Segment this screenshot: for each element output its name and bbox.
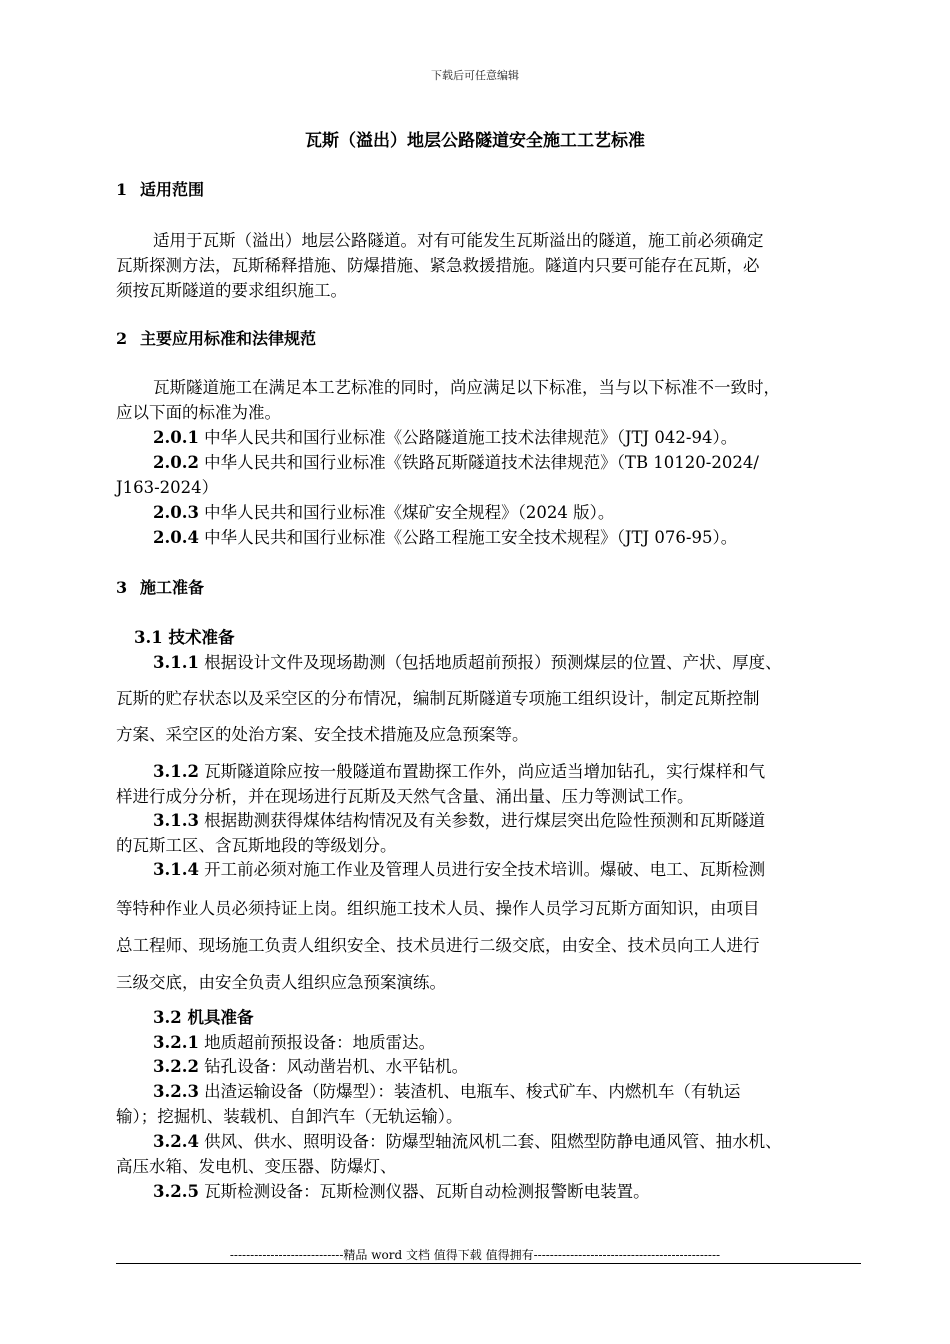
item-text: 供风、供水、照明设备：防爆型轴流风机二套、阻燃型防静电通风管、抽水机、	[198, 1132, 782, 1151]
item-text: 根据勘测获得煤体结构情况及有关参数，进行煤层突出危险性预测和瓦斯隧道	[198, 811, 766, 830]
item-number: 3.1.3	[153, 811, 199, 830]
clause-line	[153, 649, 782, 673]
item-number: 2.0.2	[153, 453, 199, 472]
standard-item	[153, 449, 759, 473]
equipment-item	[153, 1178, 650, 1202]
section-title: 主要应用标准和法律规范	[140, 329, 317, 348]
clause-line: 等特种作业人员必须持证上岗。组织施工技术人员、操作人员学习瓦斯方面知识，由项目	[116, 899, 760, 918]
clause-line	[153, 758, 765, 782]
section-number: 1	[116, 180, 128, 199]
item-text: 根据设计文件及现场勘测（包括地质超前预报）预测煤层的位置、产状、厚度、	[198, 653, 782, 672]
document-title: 瓦斯（溢出）地层公路隧道安全施工工艺标准	[305, 131, 645, 151]
section-number: 2	[116, 329, 128, 348]
standard-item-continuation: J163-2024）	[116, 478, 219, 497]
clause-line: 方案、采空区的处治方案、安全技术措施及应急预案等。	[116, 725, 529, 744]
item-number: 3.2.5	[153, 1182, 199, 1201]
standard-item	[153, 424, 737, 448]
paragraph-line: 须按瓦斯隧道的要求组织施工。	[116, 281, 347, 300]
clause-line: 的瓦斯工区、含瓦斯地段的等级划分。	[116, 836, 397, 855]
subsection-heading: 3.1 技术准备	[134, 628, 235, 647]
item-text: 钻孔设备：风动凿岩机、水平钻机。	[198, 1057, 469, 1076]
item-text: 中华人民共和国行业标准《公路隧道施工技术法律规范》（JTJ 042-94）。	[198, 428, 738, 447]
section-title: 适用范围	[140, 180, 205, 199]
clause-line: 总工程师、现场施工负责人组织安全、技术员进行二级交底，由安全、技术员向工人进行	[116, 936, 760, 955]
item-text: 开工前必须对施工作业及管理人员进行安全技术培训。爆破、电工、瓦斯检测	[198, 860, 766, 879]
header-note: 下载后可任意编辑	[431, 69, 519, 82]
item-text: 地质超前预报设备：地质雷达。	[198, 1033, 436, 1052]
equipment-item-continuation: 输）；挖掘机、装载机、自卸汽车（无轨运输）。	[116, 1107, 463, 1126]
item-text: 中华人民共和国行业标准《煤矿安全规程》（2024 版）。	[198, 503, 615, 522]
section-3-heading	[116, 575, 204, 598]
item-number: 3.2.2	[153, 1057, 199, 1076]
item-number: 3.2.3	[153, 1082, 199, 1101]
item-number: 2.0.3	[153, 503, 199, 522]
section-2-heading	[116, 326, 316, 349]
section-1-heading	[116, 177, 204, 200]
paragraph-line: 瓦斯隧道施工在满足本工艺标准的同时，尚应满足以下标准，当与以下标准不一致时，	[153, 378, 780, 397]
subsection-heading: 3.2 机具准备	[153, 1008, 254, 1027]
item-text: 中华人民共和国行业标准《铁路瓦斯隧道技术法律规范》（TB 10120-2024/	[198, 453, 759, 472]
standard-item	[153, 499, 614, 523]
clause-line	[153, 807, 765, 831]
footer-text: ----------------------------精品 word 文档 值得下载 值得拥有----------------------------------------------	[229, 1248, 721, 1262]
item-text: 出渣运输设备（防爆型）：装渣机、电瓶车、梭式矿车、内燃机车（有轨运	[198, 1082, 741, 1101]
clause-line: 瓦斯的贮存状态以及采空区的分布情况，编制瓦斯隧道专项施工组织设计，制定瓦斯控制	[116, 689, 760, 708]
item-text: 瓦斯检测设备：瓦斯检测仪器、瓦斯自动检测报警断电装置。	[198, 1182, 650, 1201]
item-number: 3.2.1	[153, 1033, 199, 1052]
item-text: 中华人民共和国行业标准《公路工程施工安全技术规程》（JTJ 076-95）。	[198, 528, 738, 547]
equipment-item	[153, 1053, 468, 1077]
equipment-item	[153, 1128, 782, 1152]
equipment-item	[153, 1029, 435, 1053]
item-number: 3.1.2	[153, 762, 199, 781]
item-number: 3.2.4	[153, 1132, 199, 1151]
paragraph-line: 适用于瓦斯（溢出）地层公路隧道。对有可能发生瓦斯溢出的隧道，施工前必须确定	[153, 231, 764, 250]
footer-divider	[116, 1263, 861, 1264]
standard-item	[153, 524, 737, 548]
clause-line: 三级交底，由安全负责人组织应急预案演练。	[116, 973, 446, 992]
clause-line: 样进行成分分析，并在现场进行瓦斯及天然气含量、涌出量、压力等测试工作。	[116, 787, 694, 806]
section-title: 施工准备	[140, 578, 205, 597]
paragraph-line: 应以下面的标准为准。	[116, 403, 281, 422]
item-number: 3.1.1	[153, 653, 199, 672]
clause-line	[153, 856, 765, 880]
item-number: 2.0.1	[153, 428, 199, 447]
equipment-item	[153, 1078, 740, 1102]
section-number: 3	[116, 578, 128, 597]
item-text: 瓦斯隧道除应按一般隧道布置勘探工作外，尚应适当增加钻孔，实行煤样和气	[198, 762, 766, 781]
paragraph-line: 瓦斯探测方法，瓦斯稀释措施、防爆措施、紧急救援措施。隧道内只要可能存在瓦斯，必	[116, 256, 760, 275]
item-number: 2.0.4	[153, 528, 199, 547]
item-number: 3.1.4	[153, 860, 199, 879]
equipment-item-continuation: 高压水箱、发电机、变压器、防爆灯、	[116, 1157, 397, 1176]
